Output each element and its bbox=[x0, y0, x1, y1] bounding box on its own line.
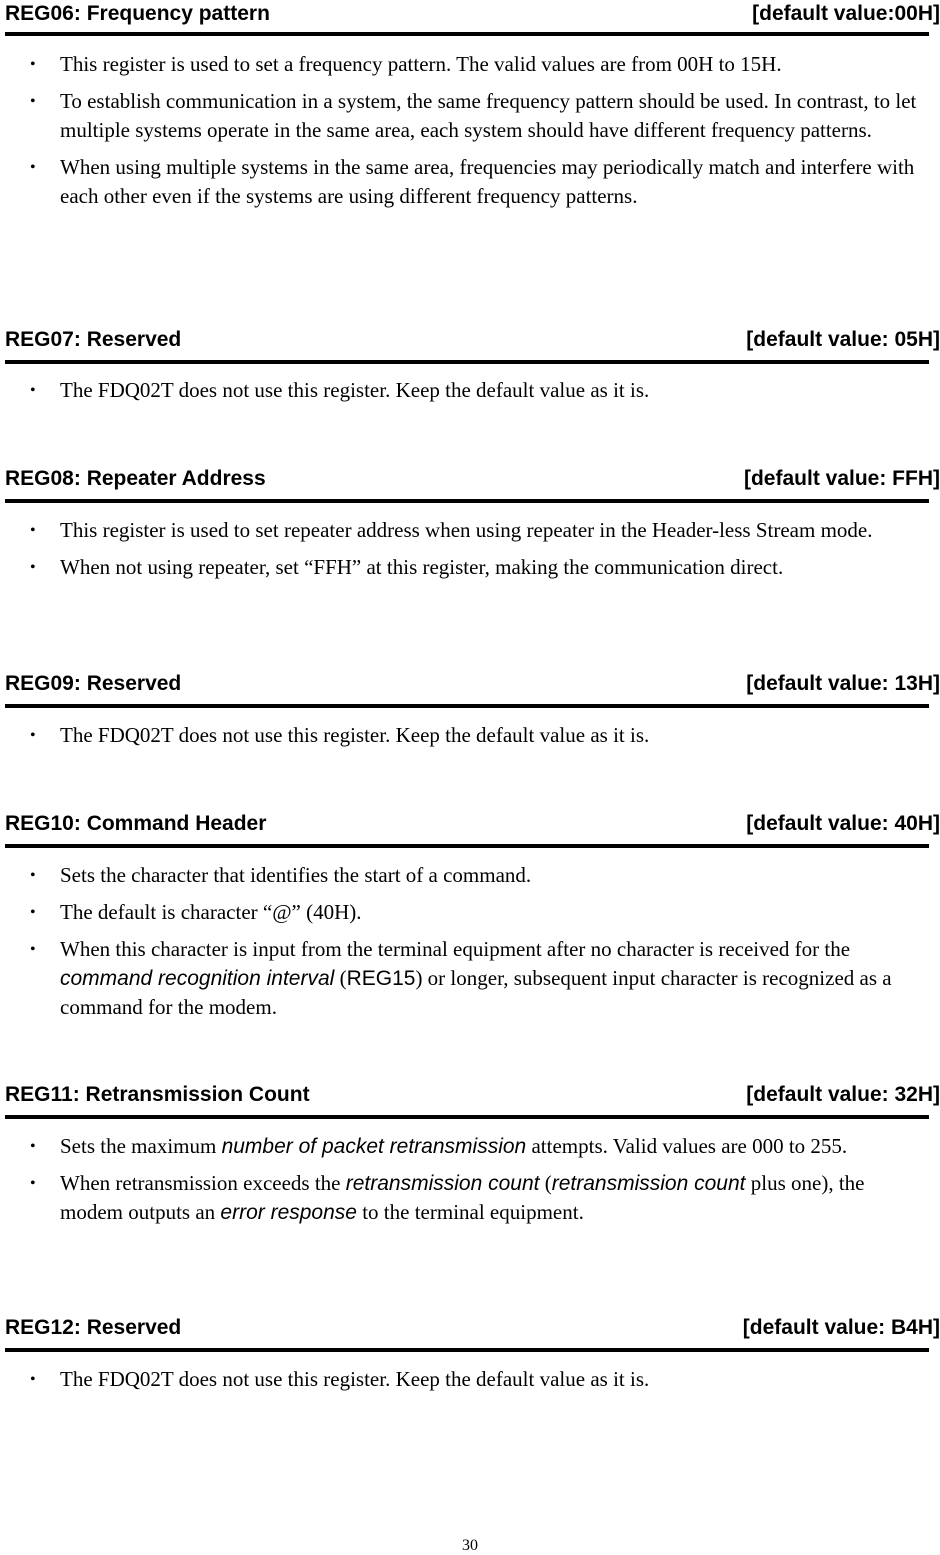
item-text: Sets the character that identifies the start of a command. bbox=[60, 863, 532, 887]
list-item bbox=[0, 50, 930, 79]
item-text: The FDQ02T does not use this register. Keep the default value as it is. bbox=[60, 723, 650, 747]
item-text-post: ) or longer, subsequent input character is recognized as a command for the modem. bbox=[60, 966, 892, 1019]
section-header bbox=[0, 670, 940, 698]
bullet-icon: • bbox=[30, 159, 36, 176]
section-header bbox=[0, 1081, 940, 1109]
bullet-icon: • bbox=[30, 727, 36, 744]
register-reference: REG15 bbox=[346, 967, 416, 990]
bullet-icon: • bbox=[30, 56, 36, 73]
bullet-icon: • bbox=[30, 1138, 36, 1155]
section-rule bbox=[5, 844, 929, 848]
section-rule bbox=[5, 1115, 929, 1119]
section-header bbox=[0, 326, 940, 354]
default-value: [default value:00H] bbox=[752, 2, 940, 25]
bullet-icon: • bbox=[30, 1175, 36, 1192]
list-item bbox=[0, 861, 930, 890]
section-rule bbox=[5, 704, 929, 708]
bullet-icon: • bbox=[30, 867, 36, 884]
section-header bbox=[0, 465, 940, 493]
item-text: When not using repeater, set “FFH” at this register, making the communication direct. bbox=[60, 555, 784, 579]
bullet-icon: • bbox=[30, 382, 36, 399]
emphasis-term: retransmission count bbox=[551, 1172, 746, 1195]
section-rule bbox=[5, 1348, 929, 1352]
item-text: When using multiple systems in the same area, frequencies may periodically match and interfere with each other even if the systems are using different frequency patterns. bbox=[60, 155, 915, 208]
section-reg11 bbox=[0, 1081, 940, 1224]
bullet-list bbox=[0, 516, 930, 590]
item-text: This register is used to set repeater address when using repeater in the Header-less Stream mode. bbox=[60, 518, 873, 542]
item-text-pre: When retransmission exceeds the bbox=[60, 1171, 346, 1195]
section-reg10 bbox=[0, 810, 940, 1019]
item-text-post: attempts. Valid values are 000 to 255. bbox=[526, 1134, 848, 1158]
default-value: [default value: FFH] bbox=[743, 467, 940, 490]
emphasis-term: command recognition interval bbox=[60, 967, 335, 990]
bullet-icon: • bbox=[30, 522, 36, 539]
bullet-list bbox=[0, 1132, 930, 1235]
bullet-icon: • bbox=[30, 93, 36, 110]
bullet-list bbox=[0, 721, 930, 758]
item-text-pre: Sets the maximum bbox=[60, 1134, 222, 1158]
item-text-mid: ( bbox=[334, 966, 347, 990]
section-header bbox=[0, 1314, 940, 1342]
bullet-icon: • bbox=[30, 1371, 36, 1388]
register-title: REG06: Frequency pattern bbox=[5, 2, 270, 25]
list-item bbox=[0, 153, 930, 211]
list-item bbox=[0, 721, 930, 750]
default-value: [default value: 13H] bbox=[746, 672, 940, 695]
item-text-post: to the terminal equipment. bbox=[356, 1200, 584, 1224]
page-number: 30 bbox=[462, 1537, 478, 1554]
register-title: REG10: Command Header bbox=[5, 812, 267, 835]
list-item bbox=[0, 516, 930, 545]
bullet-list bbox=[0, 376, 930, 413]
register-title: REG12: Reserved bbox=[5, 1316, 182, 1339]
section-reg08 bbox=[0, 465, 940, 579]
section-reg06 bbox=[0, 0, 940, 208]
section-rule bbox=[5, 360, 929, 364]
item-text: This register is used to set a frequency pattern. The valid values are from 00H to 15H. bbox=[60, 52, 782, 76]
section-rule bbox=[5, 499, 929, 503]
list-item bbox=[0, 898, 930, 927]
item-text-mid: plus one), the modem outputs an bbox=[60, 1171, 865, 1224]
item-text-pre: When this character is input from the terminal equipment after no character is received for the bbox=[60, 937, 851, 961]
item-text: The FDQ02T does not use this register. Keep the default value as it is. bbox=[60, 378, 650, 402]
list-item bbox=[0, 1169, 930, 1227]
emphasis-term: number of packet retransmission bbox=[221, 1135, 527, 1158]
section-reg12 bbox=[0, 1314, 940, 1391]
bullet-icon: • bbox=[30, 904, 36, 921]
item-text: The default is character “@” (40H). bbox=[60, 900, 362, 924]
default-value: [default value: 32H] bbox=[746, 1083, 940, 1106]
section-rule bbox=[5, 32, 929, 36]
register-title: REG08: Repeater Address bbox=[5, 467, 266, 490]
default-value: [default value: 40H] bbox=[746, 812, 940, 835]
emphasis-term: retransmission count bbox=[345, 1172, 540, 1195]
list-item bbox=[0, 1365, 930, 1394]
section-reg07 bbox=[0, 326, 940, 402]
item-text: The FDQ02T does not use this register. Keep the default value as it is. bbox=[60, 1367, 650, 1391]
list-item bbox=[0, 376, 930, 405]
section-header bbox=[0, 0, 940, 28]
section-reg09 bbox=[0, 670, 940, 747]
register-title: REG11: Retransmission Count bbox=[5, 1083, 310, 1106]
bullet-list bbox=[0, 861, 930, 1030]
register-title: REG09: Reserved bbox=[5, 672, 182, 695]
list-item bbox=[0, 1132, 930, 1161]
default-value: [default value: B4H] bbox=[742, 1316, 940, 1339]
bullet-icon: • bbox=[30, 559, 36, 576]
emphasis-term: error response bbox=[220, 1201, 357, 1224]
item-text-mid: ( bbox=[539, 1171, 552, 1195]
list-item bbox=[0, 553, 930, 582]
bullet-list bbox=[0, 50, 930, 219]
item-text: To establish communication in a system, the same frequency pattern should be used. In contrast, to let multiple systems operate in the same area, each system should have different frequency patterns. bbox=[60, 89, 917, 142]
bullet-icon: • bbox=[30, 941, 36, 958]
bullet-list bbox=[0, 1365, 930, 1402]
section-header bbox=[0, 810, 940, 838]
list-item bbox=[0, 87, 930, 145]
list-item bbox=[0, 935, 930, 1022]
default-value: [default value: 05H] bbox=[746, 328, 940, 351]
register-title: REG07: Reserved bbox=[5, 328, 182, 351]
